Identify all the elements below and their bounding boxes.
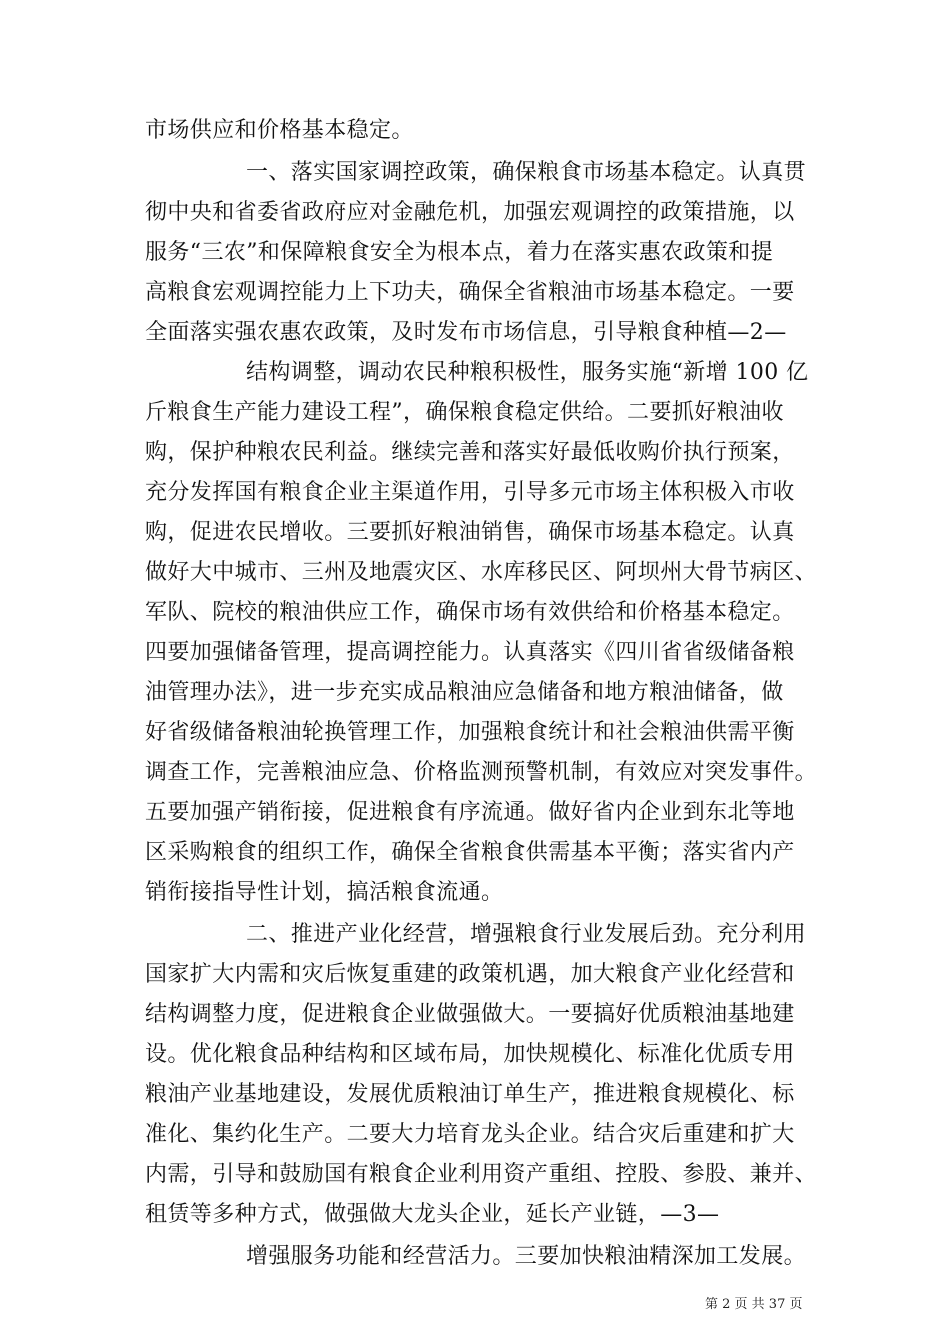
text-line-22: 国家扩大内需和灾后恢复重建的政策机遇，加大粮食产业化经营和 [145,962,795,987]
text-line-13: 军队、院校的粮油供应工作，确保市场有效供给和价格基本稳定。 [145,600,795,625]
text-line-3: 彻中央和省委省政府应对金融危机，加强宏观调控的政策措施，以 [145,200,795,225]
text-line-27: 内需，引导和鼓励国有粮食企业利用资产重组、控股、参股、兼并、 [145,1162,818,1187]
text-line-18: 五要加强产销衔接，促进粮食有序流通。做好省内企业到东北等地 [145,800,795,825]
page-number-footer: 第 2 页 共 37 页 [705,1297,803,1312]
text-line-24: 设。优化粮食品种结构和区域布局，加快规模化、标准化优质专用 [145,1042,795,1067]
text-line-5: 高粮食宏观调控能力上下功夫，确保全省粮油市场基本稳定。一要 [145,280,795,305]
text-line-1: 市场供应和价格基本稳定。 [145,118,414,143]
text-line-16: 好省级储备粮油轮换管理工作，加强粮食统计和社会粮油供需平衡 [145,720,795,745]
text-line-11: 购，促进农民增收。三要抓好粮油销售，确保市场基本稳定。认真 [145,520,795,545]
text-line-9: 购，保护种粮农民利益。继续完善和落实好最低收购价执行预案， [145,440,795,465]
text-line-8: 斤粮食生产能力建设工程”，确保粮食稳定供给。二要抓好粮油收 [145,400,784,425]
text-line-21: 二、推进产业化经营，增强粮食行业发展后劲。充分利用 [246,922,807,947]
text-line-25: 粮油产业基地建设，发展优质粮油订单生产，推进粮食规模化、标 [145,1082,795,1107]
text-line-29: 增强服务功能和经营活力。三要加快粮油精深加工发展。 [246,1244,807,1269]
text-line-4: 服务“三农”和保障粮食安全为根本点，着力在落实惠农政策和提 [145,240,774,265]
text-line-14: 四要加强储备管理，提高调控能力。认真落实《四川省省级储备粮 [145,640,795,665]
text-line-6: 全面落实强农惠农政策，及时发布市场信息，引导粮食种植—2— [145,320,787,345]
text-line-23: 结构调整力度，促进粮食企业做强做大。一要搞好优质粮油基地建 [145,1002,795,1027]
text-line-7: 结构调整，调动农民种粮积极性，服务实施“新增 100 亿 [246,360,809,385]
text-line-26: 准化、集约化生产。二要大力培育龙头企业。结合灾后重建和扩大 [145,1122,795,1147]
text-line-10: 充分发挥国有粮食企业主渠道作用，引导多元市场主体积极入市收 [145,480,795,505]
text-line-20: 销衔接指导性计划，搞活粮食流通。 [145,880,504,905]
text-line-12: 做好大中城市、三州及地震灾区、水库移民区、阿坝州大骨节病区、 [145,560,818,585]
text-line-17: 调查工作，完善粮油应急、价格监测预警机制，有效应对突发事件。 [145,760,818,785]
text-line-28: 租赁等多种方式，做强做大龙头企业，延长产业链，—3— [145,1202,720,1227]
text-line-2: 一、落实国家调控政策，确保粮食市场基本稳定。认真贯 [246,160,807,185]
text-line-19: 区采购粮食的组织工作，确保全省粮食供需基本平衡；落实省内产 [145,840,795,865]
text-line-15: 油管理办法》，进一步充实成品粮油应急储备和地方粮油储备，做 [145,680,784,705]
